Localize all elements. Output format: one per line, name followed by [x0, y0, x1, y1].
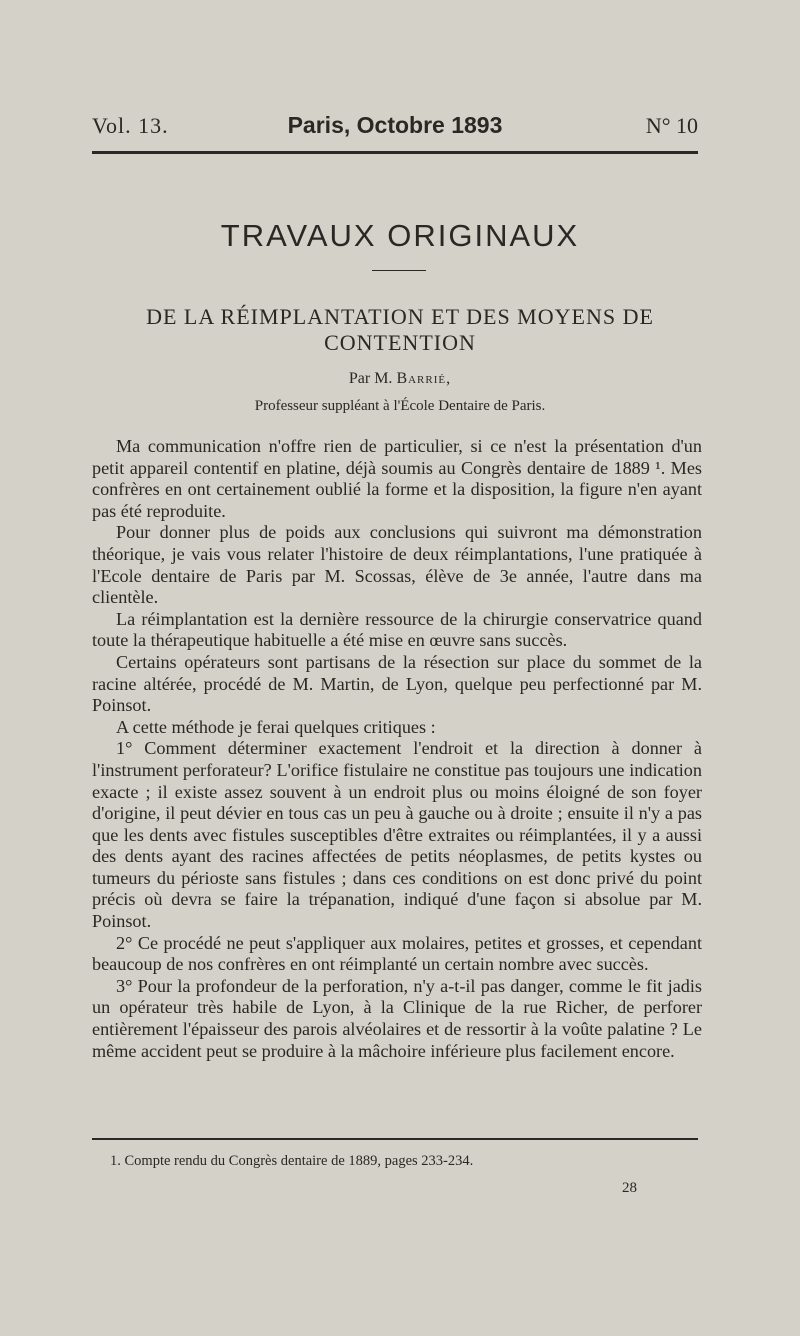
- article-title: DE LA RÉIMPLANTATION ET DES MOYENS DE CONTENTION: [146, 304, 654, 355]
- section-title: TRAVAUX ORIGINAUX: [220, 218, 580, 253]
- byline: [0, 370, 800, 388]
- paragraph: 2° Ce procédé ne peut s'appliquer aux molaires, petites et grosses, et cependant beaucoup de nos confrères en ont réimplanté un certain nombre avec succès.: [92, 932, 702, 975]
- title-divider: [372, 270, 426, 271]
- paragraph: A cette méthode je ferai quelques critiques :: [116, 716, 436, 737]
- issue-date: Paris, Octobre 1893: [287, 112, 503, 138]
- paragraph: 1° Comment déterminer exactement l'endroit et la direction à donner à l'instrument perforateur? L'orifice fistulaire ne constitue pas toujours une indication exacte ; il existe assez souvent à un endroit plus ou moins éloigné de son foyer d'origine, il peut dévier en tous cas un peu à gauche ou à droite ; ensuite il n'y a pas que les dents avec fistules susceptibles d'être extraites ou réimplantées, il y a aussi des dents ayant des racines affectées de petits néoplasmes, de petits kystes ou tumeurs du périoste sans fistules ; dans ces conditions on est donc privé du point précis où devra se faire la trépanation, indiqué d'une façon si absolue par M. Poinsot.: [92, 738, 702, 932]
- footnote: 1. Compte rendu du Congrès dentaire de 1889, pages 233-234.: [110, 1153, 474, 1169]
- paragraph: Ma communication n'offre rien de particulier, si ce n'est la présentation d'un petit appareil contentif en platine, déjà soumis au Congrès dentaire de 1889 ¹. Mes confrères en ont certainement oublié la forme et la disposition, la figure n'en ayant pas été reproduite.: [92, 436, 702, 521]
- header-rule: [92, 151, 698, 154]
- footnote-rule: [92, 1138, 698, 1140]
- paragraph: 3° Pour la profondeur de la perforation, n'y a-t-il pas danger, comme le fit jadis un opérateur très habile de Lyon, à la Clinique de la rue Richer, de perforer entièrement l'épaisseur des parois alvéolaires et de ressortir à la voûte palatine ? Le même accident peut se produire à la mâchoire inférieure plus facilement encore.: [92, 975, 702, 1061]
- page-number: 28: [622, 1180, 637, 1196]
- article-body: [92, 436, 702, 1062]
- author-affiliation: Professeur suppléant à l'École Dentaire de Paris.: [254, 398, 546, 414]
- byline-prefix: Par M.: [348, 370, 397, 387]
- volume-label: Vol. 13.: [92, 113, 169, 138]
- paragraph: Pour donner plus de poids aux conclusions qui suivront ma démonstration théorique, je vais vous relater l'histoire de deux réimplantations, l'une pratiquée à l'Ecole dentaire de Paris par M. Scossas, élève de 3e année, l'autre dans ma clientèle.: [92, 522, 702, 608]
- issue-number: N° 10: [645, 113, 698, 138]
- author-name: Barrié,: [396, 370, 452, 387]
- paragraph: Certains opérateurs sont partisans de la résection sur place du sommet de la racine altérée, procédé de M. Martin, de Lyon, quelque peu perfectionné par M. Poinsot.: [92, 651, 702, 716]
- running-header: [92, 113, 698, 147]
- paragraph: La réimplantation est la dernière ressource de la chirurgie conservatrice quand toute la thérapeutique habituelle a été mise en œuvre sans succès.: [92, 608, 702, 651]
